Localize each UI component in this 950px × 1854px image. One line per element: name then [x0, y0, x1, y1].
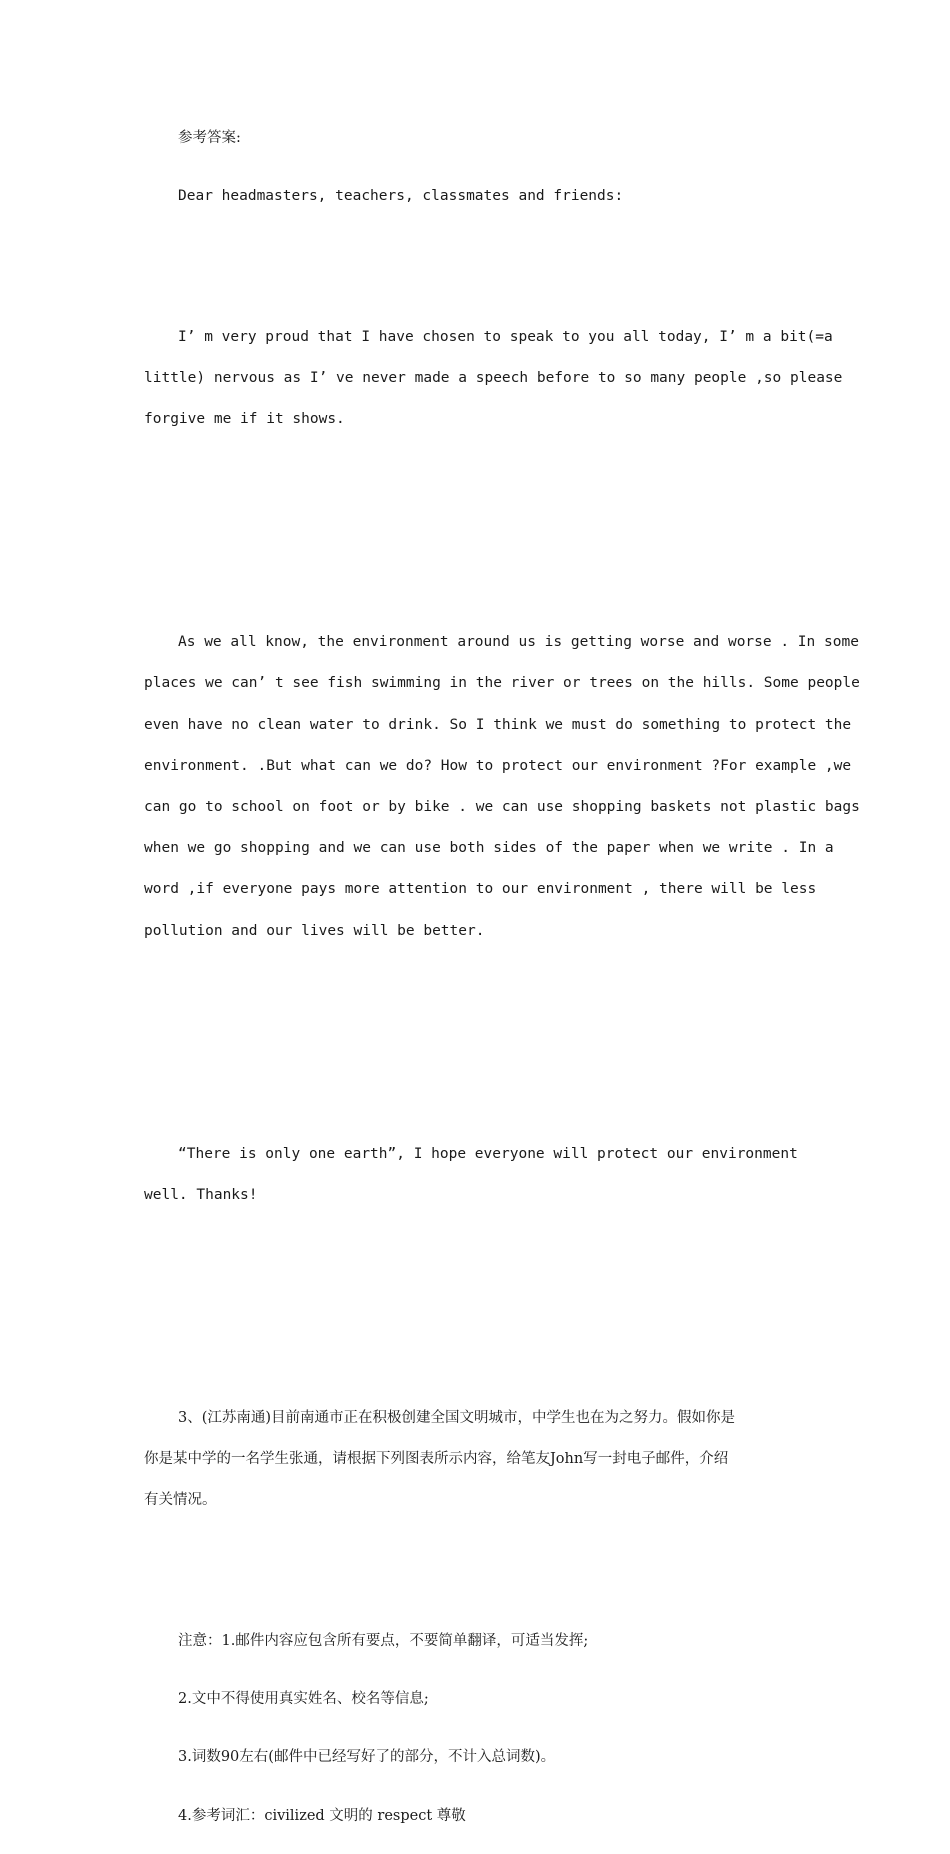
note-4: 4.参考词汇：civilized 文明的 respect 尊敬: [178, 1807, 466, 1824]
speech-paragraph-3: [144, 1051, 834, 1298]
answer-heading: 参考答案:: [178, 130, 241, 146]
paragraph-line: 3、(江苏南通)目前南通市正在积极创建全国文明城市，中学生也在为之努力。假如你是: [178, 1409, 736, 1426]
note-3: 3.词数90左右(邮件中已经写好了的部分，不计入总词数)。: [178, 1749, 556, 1766]
speech-greeting: Dear headmasters, teachers, classmates and friends:: [178, 188, 624, 205]
speech-paragraph-2: [144, 540, 860, 1034]
paragraph-line: forgive me if it shows.: [144, 411, 345, 428]
paragraph-line: places we can’ t see fish swimming in the river or trees on the hills. Some people: [144, 675, 860, 692]
paragraph-line: even have no clean water to drink. So I think we must do something to protect the: [144, 716, 852, 733]
paragraph-line: can go to school on foot or by bike . we can use shopping baskets not plastic bags: [144, 799, 860, 816]
paragraph-line: environment. .But what can we do? How to protect our environment ?For example ,we: [144, 757, 852, 774]
paragraph-line: pollution and our lives will be better.: [144, 922, 485, 939]
paragraph-line: well. Thanks!: [144, 1186, 258, 1203]
paragraph-line: when we go shopping and we can use both sides of the paper when we write . In a: [144, 840, 834, 857]
paragraph-line: word ,if everyone pays more attention to our environment , there will be less: [144, 881, 817, 898]
note-1: 注意：1.邮件内容应包含所有要点，不要简单翻译，可适当发挥;: [178, 1632, 589, 1649]
speech-paragraph-1: [144, 234, 843, 522]
paragraph-line: little) nervous as I’ ve never made a speech before to so many people ,so please: [144, 370, 843, 387]
note-2: 2.文中不得使用真实姓名、校名等信息;: [178, 1691, 429, 1708]
paragraph-line: 你是某中学的一名学生张通，请根据下列图表所示内容，给笔友John写一封电子邮件，介绍: [144, 1451, 729, 1468]
document-body: [144, 118, 860, 1854]
paragraph-line: As we all know, the environment around us is getting worse and worse . In some: [178, 634, 859, 651]
paragraph-line: I’ m very proud that I have chosen to speak to you all today, I’ m a bit(=a: [178, 328, 833, 345]
paragraph-line: “There is only one earth”, I hope everyone will protect our environment: [178, 1145, 798, 1162]
question-3: [144, 1315, 834, 1603]
paragraph-line: 有关情况。: [144, 1492, 217, 1509]
